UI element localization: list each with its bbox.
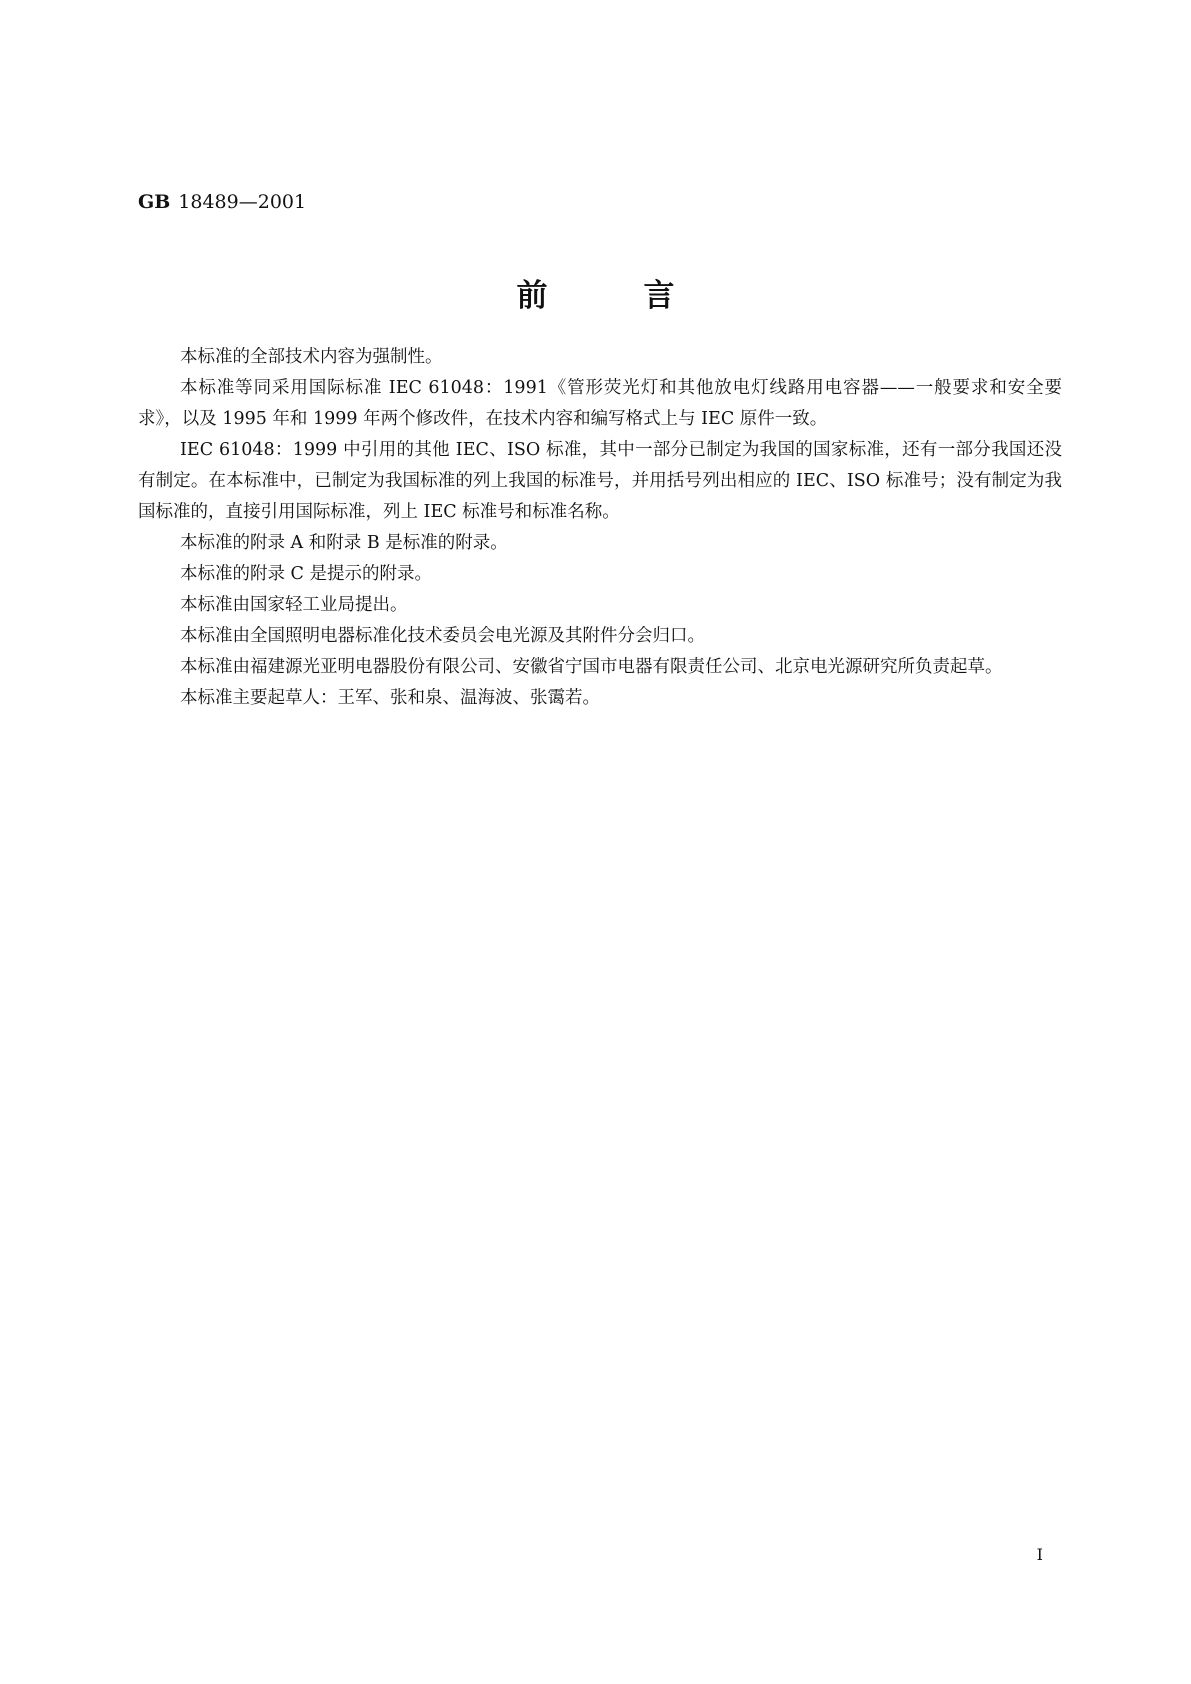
page-number: I bbox=[1036, 1545, 1043, 1564]
paragraph: 本标准的全部技术内容为强制性。 bbox=[180, 347, 443, 367]
page-title bbox=[0, 276, 1191, 316]
paragraph: 本标准的附录 C 是提示的附录。 bbox=[180, 564, 433, 584]
paragraph: 本标准由全国照明电器标准化技术委员会电光源及其附件分会归口。 bbox=[180, 626, 705, 646]
paragraph: 本标准主要起草人：王军、张和泉、温海波、张霭若。 bbox=[180, 688, 600, 708]
paragraph: 本标准等同采用国际标准 IEC 61048：1991《管形荧光灯和其他放电灯线路用电容器——一般要求和安全要求》，以及 1995 年和 1999 年两个修改件，在技术内容和编写格式上与 IEC 原件一致。 bbox=[138, 378, 1062, 429]
paragraph: 本标准的附录 A 和附录 B 是标准的附录。 bbox=[180, 533, 508, 553]
foreword-body bbox=[138, 342, 1062, 714]
page-title-char-1: 前 bbox=[516, 278, 548, 314]
gb-label: GB bbox=[138, 191, 171, 213]
standard-number: 18489—2001 bbox=[178, 191, 307, 213]
page-title-char-2: 言 bbox=[643, 278, 675, 314]
standard-number-header bbox=[138, 190, 306, 214]
paragraph: 本标准由福建源光亚明电器股份有限公司、安徽省宁国市电器有限责任公司、北京电光源研究所负责起草。 bbox=[180, 657, 1003, 677]
paragraph: 本标准由国家轻工业局提出。 bbox=[180, 595, 408, 615]
paragraph: IEC 61048：1999 中引用的其他 IEC、ISO 标准，其中一部分已制定为我国的国家标准，还有一部分我国还没有制定。在本标准中，已制定为我国标准的列上我国的标准号，并用括号列出相应的 IEC、ISO 标准号；没有制定为我国标准的，直接引用国际标准，列上 IEC 标准号和标准名称。 bbox=[138, 440, 1062, 522]
